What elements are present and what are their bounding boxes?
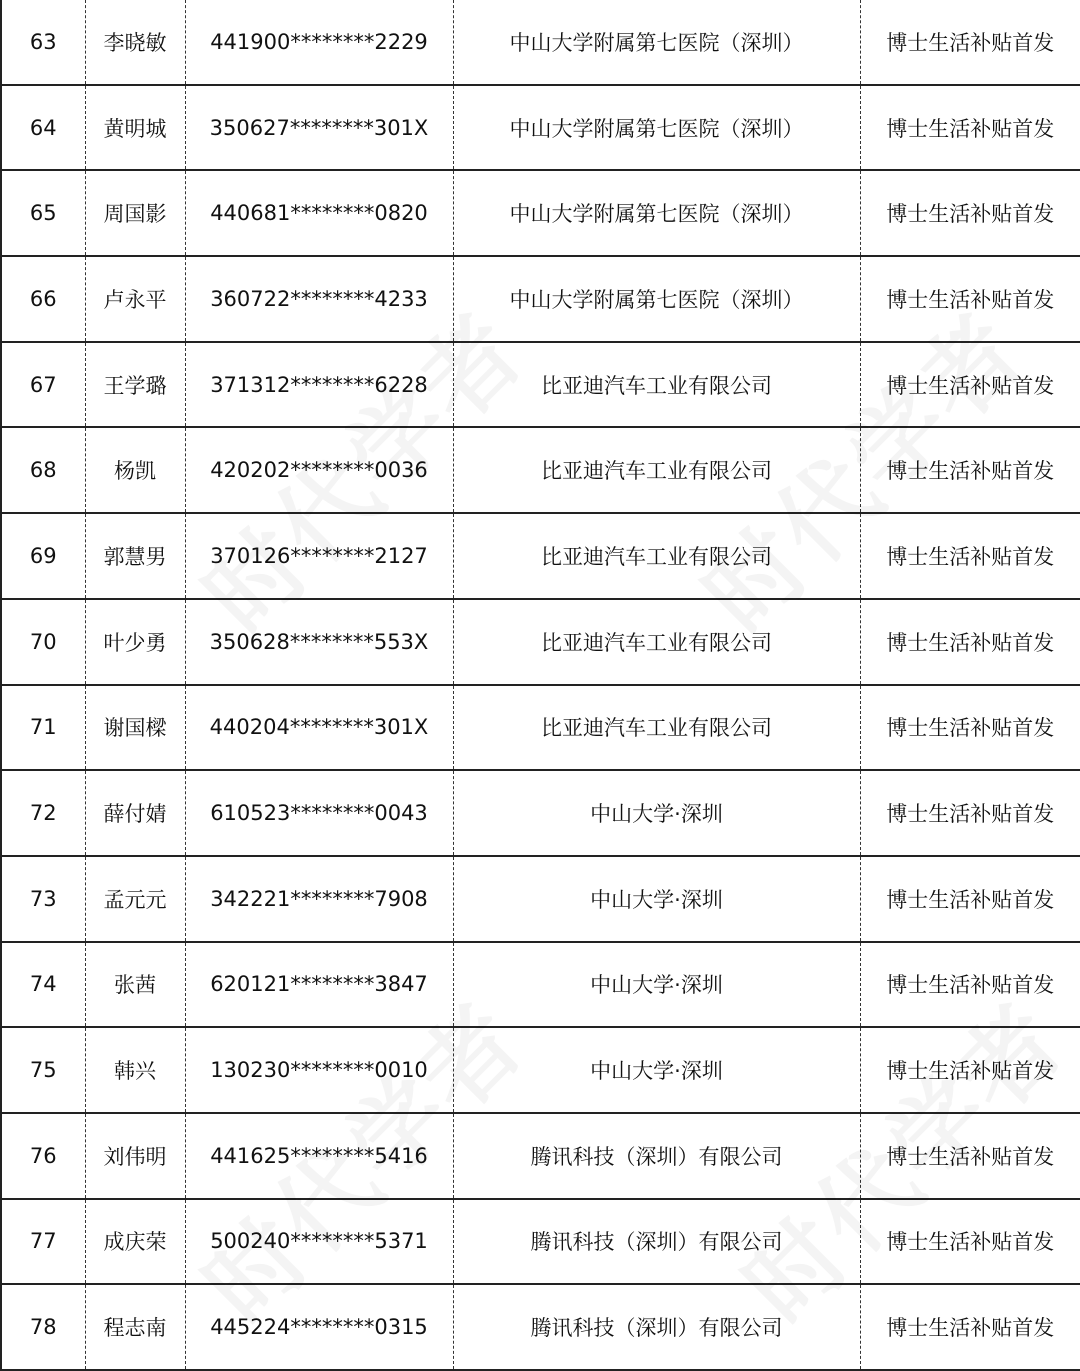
id-number-cell: 350627********301X — [185, 85, 453, 171]
id-number-cell: 440204********301X — [185, 685, 453, 771]
organization-cell: 中山大学附属第七医院（深圳） — [453, 170, 860, 256]
organization-cell: 比亚迪汽车工业有限公司 — [453, 427, 860, 513]
row-number-cell: 76 — [1, 1113, 85, 1199]
person-name-cell: 郭慧男 — [85, 513, 185, 599]
row-number-cell: 72 — [1, 770, 85, 856]
organization-cell: 比亚迪汽车工业有限公司 — [453, 513, 860, 599]
table-row — [1, 1027, 1080, 1113]
person-name-cell: 刘伟明 — [85, 1113, 185, 1199]
row-number-cell: 78 — [1, 1284, 85, 1370]
person-name-cell: 薛付婧 — [85, 770, 185, 856]
table-row — [1, 0, 1080, 85]
subsidy-type-cell: 博士生活补贴首发 — [860, 770, 1080, 856]
id-number-cell: 370126********2127 — [185, 513, 453, 599]
subsidy-type-cell: 博士生活补贴首发 — [860, 256, 1080, 342]
id-number-cell: 441625********5416 — [185, 1113, 453, 1199]
subsidy-type-cell: 博士生活补贴首发 — [860, 1113, 1080, 1199]
table-row — [1, 1199, 1080, 1285]
id-number-cell: 420202********0036 — [185, 427, 453, 513]
subsidy-type-cell: 博士生活补贴首发 — [860, 942, 1080, 1028]
organization-cell: 腾讯科技（深圳）有限公司 — [453, 1284, 860, 1370]
subsidy-type-cell: 博士生活补贴首发 — [860, 1284, 1080, 1370]
subsidy-type-cell: 博士生活补贴首发 — [860, 513, 1080, 599]
id-number-cell: 350628********553X — [185, 599, 453, 685]
id-number-cell: 441900********2229 — [185, 0, 453, 85]
table-row — [1, 342, 1080, 428]
organization-cell: 中山大学·深圳 — [453, 942, 860, 1028]
table-row — [1, 427, 1080, 513]
table-row — [1, 770, 1080, 856]
organization-cell: 比亚迪汽车工业有限公司 — [453, 342, 860, 428]
subsidy-type-cell: 博士生活补贴首发 — [860, 85, 1080, 171]
subsidy-type-cell: 博士生活补贴首发 — [860, 1199, 1080, 1285]
person-name-cell: 张茜 — [85, 942, 185, 1028]
table-body — [1, 0, 1080, 1370]
organization-cell: 中山大学·深圳 — [453, 1027, 860, 1113]
person-name-cell: 叶少勇 — [85, 599, 185, 685]
id-number-cell: 445224********0315 — [185, 1284, 453, 1370]
person-name-cell: 杨凯 — [85, 427, 185, 513]
id-number-cell: 620121********3847 — [185, 942, 453, 1028]
subsidy-type-cell: 博士生活补贴首发 — [860, 342, 1080, 428]
table-row — [1, 85, 1080, 171]
subsidy-type-cell: 博士生活补贴首发 — [860, 170, 1080, 256]
person-name-cell: 成庆荣 — [85, 1199, 185, 1285]
organization-cell: 中山大学·深圳 — [453, 770, 860, 856]
id-number-cell: 130230********0010 — [185, 1027, 453, 1113]
row-number-cell: 70 — [1, 599, 85, 685]
subsidy-type-cell: 博士生活补贴首发 — [860, 599, 1080, 685]
table-row — [1, 942, 1080, 1028]
person-name-cell: 程志南 — [85, 1284, 185, 1370]
id-number-cell: 360722********4233 — [185, 256, 453, 342]
table-row — [1, 256, 1080, 342]
table-row — [1, 513, 1080, 599]
id-number-cell: 610523********0043 — [185, 770, 453, 856]
table-row — [1, 856, 1080, 942]
row-number-cell: 63 — [1, 0, 85, 85]
organization-cell: 腾讯科技（深圳）有限公司 — [453, 1199, 860, 1285]
organization-cell: 中山大学附属第七医院（深圳） — [453, 256, 860, 342]
id-number-cell: 342221********7908 — [185, 856, 453, 942]
person-name-cell: 王学璐 — [85, 342, 185, 428]
person-name-cell: 卢永平 — [85, 256, 185, 342]
organization-cell: 中山大学附属第七医院（深圳） — [453, 85, 860, 171]
table-row — [1, 1113, 1080, 1199]
person-name-cell: 韩兴 — [85, 1027, 185, 1113]
id-number-cell: 371312********6228 — [185, 342, 453, 428]
row-number-cell: 71 — [1, 685, 85, 771]
id-number-cell: 440681********0820 — [185, 170, 453, 256]
id-number-cell: 500240********5371 — [185, 1199, 453, 1285]
person-name-cell: 周国影 — [85, 170, 185, 256]
organization-cell: 中山大学·深圳 — [453, 856, 860, 942]
organization-cell: 比亚迪汽车工业有限公司 — [453, 685, 860, 771]
subsidy-type-cell: 博士生活补贴首发 — [860, 0, 1080, 85]
table-row — [1, 170, 1080, 256]
organization-cell: 中山大学附属第七医院（深圳） — [453, 0, 860, 85]
row-number-cell: 65 — [1, 170, 85, 256]
row-number-cell: 73 — [1, 856, 85, 942]
table-row — [1, 599, 1080, 685]
row-number-cell: 77 — [1, 1199, 85, 1285]
subsidy-type-cell: 博士生活补贴首发 — [860, 856, 1080, 942]
row-number-cell: 68 — [1, 427, 85, 513]
table-row — [1, 685, 1080, 771]
subsidy-type-cell: 博士生活补贴首发 — [860, 1027, 1080, 1113]
person-name-cell: 谢国樑 — [85, 685, 185, 771]
person-name-cell: 李晓敏 — [85, 0, 185, 85]
subsidy-type-cell: 博士生活补贴首发 — [860, 427, 1080, 513]
organization-cell: 腾讯科技（深圳）有限公司 — [453, 1113, 860, 1199]
row-number-cell: 66 — [1, 256, 85, 342]
row-number-cell: 74 — [1, 942, 85, 1028]
row-number-cell: 67 — [1, 342, 85, 428]
row-number-cell: 69 — [1, 513, 85, 599]
row-number-cell: 75 — [1, 1027, 85, 1113]
row-number-cell: 64 — [1, 85, 85, 171]
organization-cell: 比亚迪汽车工业有限公司 — [453, 599, 860, 685]
person-name-cell: 黄明城 — [85, 85, 185, 171]
table-row — [1, 1284, 1080, 1370]
subsidy-type-cell: 博士生活补贴首发 — [860, 685, 1080, 771]
person-name-cell: 孟元元 — [85, 856, 185, 942]
